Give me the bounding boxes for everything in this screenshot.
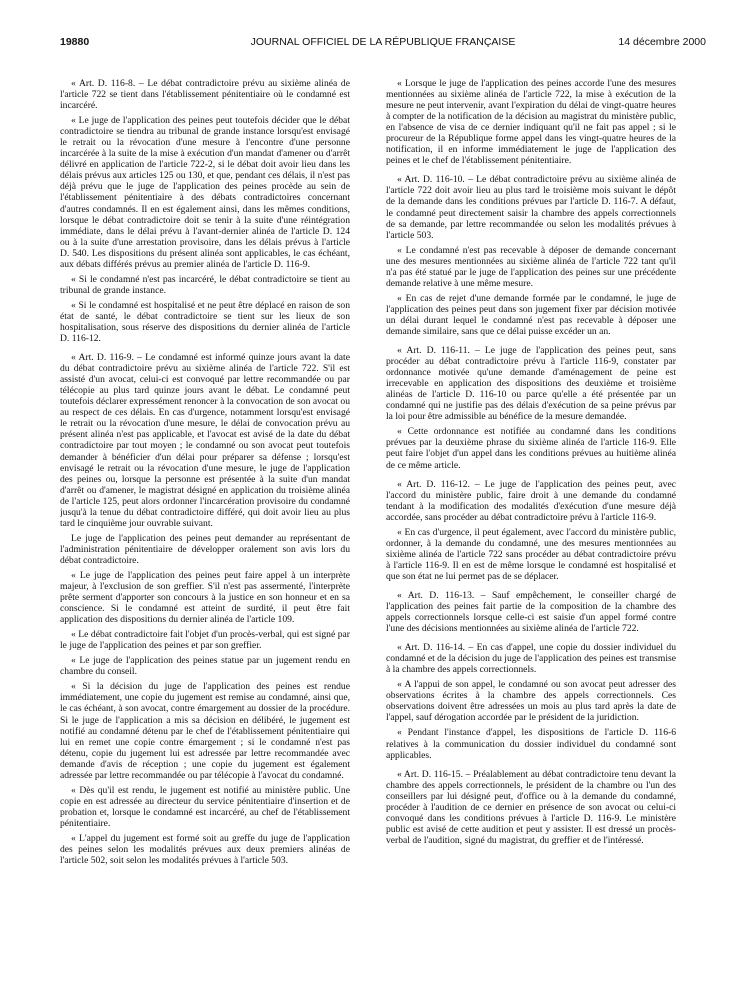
paragraph: « Art. D. 116-11. – Le juge de l'application des peines peut, sans procéder au débat contradictoire prévu à l'article 116-9, constater par ordonnance motivée qu'une demande d'aménagement de peine est irrecevable en application des dispositions des deuxième et troisième alinéas de l'article D. 116-10 ou parce qu'elle a été présentée par un condamné qui ne justifie pas des délais d'exécution de sa peine prévus par la loi pour être admissible au bénéfice de la mesure demandée. bbox=[386, 345, 676, 423]
paragraph: Le juge de l'application des peines peut demander au représentant de l'administration pénitentiaire de développer oralement son avis lors du débat contradictoire. bbox=[60, 532, 350, 566]
paragraph: « Art. D. 116-10. – Le débat contradictoire prévu au sixième alinéa de l'article 722 doit avoir lieu au plus tard le troisième mois suivant le dépôt de la demande dans les conditions prévues par l'article D. 116-7. A défaut, le condamné peut directement saisir la chambre des appels correctionnels de sa demande, par lettre recommandée ou selon les modalités prévues à l'article 503. bbox=[386, 174, 676, 241]
paragraph: « En cas d'urgence, il peut également, avec l'accord du ministère public, ordonner, à la demande du condamné, une des mesures mentionnées au sixième alinéa de l'article 722 sans procéder au débat contradictoire prévu à l'article 116-9. Il en est de même lorsque le condamné est hospitalisé et que son état ne lui permet pas de se déplacer. bbox=[386, 526, 676, 582]
paragraph: « A l'appui de son appel, le condamné ou son avocat peut adresser des observations écrites à la chambre des appels correctionnels. Ces observations doivent être adressées un mois au plus tard après la date de l'appel, sauf dérogation accordée par le président de la juridiction. bbox=[386, 679, 676, 724]
paragraph: « Si le condamné n'est pas incarcéré, le débat contradictoire se tient au tribunal de grande instance. bbox=[60, 273, 350, 296]
paragraph: « Le débat contradictoire fait l'objet d'un procès-verbal, qui est signé par le juge de l'application des peines et par son greffier. bbox=[60, 629, 350, 652]
paragraph: « Art. D. 116-12. – Le juge de l'application des peines peut, avec l'accord du ministère public, faire droit à une demande du condamné tendant à la modification des modalités d'exécution d'une mesure déjà accordée, sans procéder au débat contradictoire prévu à l'article 116-9. bbox=[386, 478, 676, 523]
paragraph: « Le juge de l'application des peines peut toutefois décider que le débat contradictoire se tiendra au tribunal de grande instance lorsqu'est envisagé le retrait ou la révocation d'une mesure à l'encontre d'une personne incarcérée à la suite de la mise à exécution d'un mandat d'amener ou d'arrêt délivré en application de l'article 722-2, si le débat doit avoir lieu dans les délais prévus aux articles 125 ou 130, et que, pendant ces délais, il n'est pas déjà prévu que le juge de l'application des peines procède au sein de l'établissement pénitentiaire à des débats contradictoires concernant d'autres condamnés. Il en est également ainsi, dans les mêmes conditions, lorsque le débat contradictoire doit se tenir à la suite d'une réintégration immédiate, dans le délai prévu à l'avant-dernier alinéa de l'article D. 124 ou à la suite d'une arrestation provisoire, dans les délais prévus à l'article D. 540. Les dispositions du présent alinéa sont applicables, le cas échéant, aux débats différés prévus au premier alinéa de l'article D. 116-9. bbox=[60, 115, 350, 270]
right-column bbox=[386, 78, 676, 978]
paragraph: « Le juge de l'application des peines statue par un jugement rendu en chambre du conseil. bbox=[60, 655, 350, 678]
paragraph: « En cas de rejet d'une demande formée par le condamné, le juge de l'application des peines peut dans son jugement fixer par décision motivée un délai durant lequel le condamné n'est pas recevable à déposer une demande similaire, sans que ce délai puisse excéder un an. bbox=[386, 292, 676, 337]
paragraph: « L'appel du jugement est formé soit au greffe du juge de l'application des peines selon les modalités prévues aux deux premiers alinéas de l'article 502, soit selon les modalités prévues à l'article 503. bbox=[60, 833, 350, 867]
paragraph: « Dès qu'il est rendu, le jugement est notifié au ministère public. Une copie en est adressée au directeur du service pénitentiaire d'insertion et de probation et, lorsque le condamné est incarcéré, au chef de l'établissement pénitentiaire. bbox=[60, 784, 350, 829]
paragraph: « Art. D. 116-9. – Le condamné est informé quinze jours avant la date du débat contradictoire prévu au sixième alinéa de l'article 722. S'il est assisté d'un avocat, celui-ci est convoqué par lettre recommandée ou par télécopie au plus tard quinze jours avant le débat. Le condamné peut toutefois déclarer expressément renoncer à la convocation de son avocat ou au respect de ces délais. En cas d'urgence, notamment lorsqu'est envisagé le retrait ou la révocation d'une mesure, le délai de convocation prévu au présent alinéa n'est pas applicable, et l'avocat est avisé de la date du débat contradictoire par tout moyen ; le condamné ou son avocat peut toutefois demander à bénéficier d'un délai pour préparer sa défense ; lorsqu'est envisagé le retrait ou la révocation d'une mesure, le juge de l'application des peines ou, lorsque la personne est présentée à la suite d'un mandat d'arrêt ou d'amener, le magistrat désigné en application du troisième alinéa de l'article 125, peut alors ordonner l'incarcération provisoire du condamné jusqu'à la tenue du débat contradictoire différé, qui doit avoir lieu au plus tard le cinquième jour ouvrable suivant. bbox=[60, 352, 350, 529]
paragraph: « Si la décision du juge de l'application des peines est rendue immédiatement, une copie du jugement est remise au condamné, ainsi que, le cas échéant, à son avocat, contre émargement au dossier de la procédure. Si le juge de l'application a mis sa décision en délibéré, le jugement est notifié au condamné détenu par le chef de l'établissement pénitentiaire qui lui en remet une copie contre émargement ; si le condamné n'est pas détenu, copie du jugement lui est adressée par lettre recommandée avec demande d'avis de réception ; une copie du jugement est également adressée par lettre recommandée ou par télécopie à l'avocat du condamné. bbox=[60, 681, 350, 781]
issue-date: 14 décembre 2000 bbox=[618, 36, 706, 48]
left-column bbox=[60, 78, 350, 978]
paragraph: « Pendant l'instance d'appel, les dispositions de l'article D. 116-6 relatives à la communication du dossier individuel du condamné sont applicables. bbox=[386, 727, 676, 761]
paragraph: « Cette ordonnance est notifiée au condamné dans les conditions prévues par la deuxième phrase du sixième alinéa de l'article 116-9. Elle peut faire l'objet d'un appel dans les conditions prévues au huitième alinéa de ce même article. bbox=[386, 426, 676, 471]
page-number: 19880 bbox=[60, 36, 90, 48]
paragraph: « Art. D. 116-8. – Le débat contradictoire prévu au sixième alinéa de l'article 722 se tient dans l'établissement pénitentiaire où le condamné est incarcéré. bbox=[60, 78, 350, 112]
paragraph: « Si le condamné est hospitalisé et ne peut être déplacé en raison de son état de santé, le débat contradictoire se tient sur les lieux de son hospitalisation, sous réserve des dispositions du dernier alinéa de l'article D. 116-12. bbox=[60, 299, 350, 345]
paragraph: « Art. D. 116-14. – En cas d'appel, une copie du dossier individuel du condamné et de la décision du juge de l'application des peines est transmise à la chambre des appels correctionnels. bbox=[386, 642, 676, 676]
paragraph: « Le condamné n'est pas recevable à déposer de demande concernant une des mesures mentionnées au sixième alinéa de l'article 722 tant qu'il n'a pas été statué par le juge de l'application des peines sur une précédente demande relative à une même mesure. bbox=[386, 244, 676, 289]
page-header bbox=[60, 36, 706, 52]
journal-title: JOURNAL OFFICIEL DE LA RÉPUBLIQUE FRANÇAISE bbox=[250, 36, 516, 48]
paragraph: « Le juge de l'application des peines peut faire appel à un interprète majeur, à l'exclusion de son greffier. S'il n'est pas assermenté, l'interprète prête serment d'apporter son concours à la justice en son honneur et en sa conscience. Si le condamné est atteint de surdité, il peut être fait application des dispositions du dernier alinéa de l'article 109. bbox=[60, 569, 350, 626]
paragraph: « Art. D. 116-15. – Préalablement au débat contradictoire tenu devant la chambre des appels correctionnels, le président de la chambre ou l'un des conseillers par lui désigné peut, d'office ou à la demande du condamné, procéder à l'audition de ce dernier en présence de son avocat ou celui-ci convoqué dans les conditions prévues à l'article D. 116-9. Le ministère public est avisé de cette audition et peut y assister. Il est dressé un procès-verbal de l'audition, signé du magistrat, du greffier et de l'intéressé. bbox=[386, 768, 676, 846]
paragraph: « Art. D. 116-13. – Sauf empêchement, le conseiller chargé de l'application des peines fait partie de la composition de la chambre des appels correctionnels lorsque celle-ci est saisie d'un appel formé contre l'une des décisions mentionnées au sixième alinéa de l'article 722. bbox=[386, 589, 676, 635]
paragraph: « Lorsque le juge de l'application des peines accorde l'une des mesures mentionnées au sixième alinéa de l'article 722, la mise à exécution de la mesure ne peut intervenir, avant l'expiration du délai de vingt-quatre heures à compter de la notification de la décision au magistrat du ministère public, en l'absence de visa de ce dernier indiquant qu'il ne fait pas appel ; si le procureur de la République forme appel dans les vingt-quatre heures de la notification, il en informe immédiatement le juge de l'application des peines et le chef de l'établissement pénitentiaire. bbox=[386, 78, 676, 167]
